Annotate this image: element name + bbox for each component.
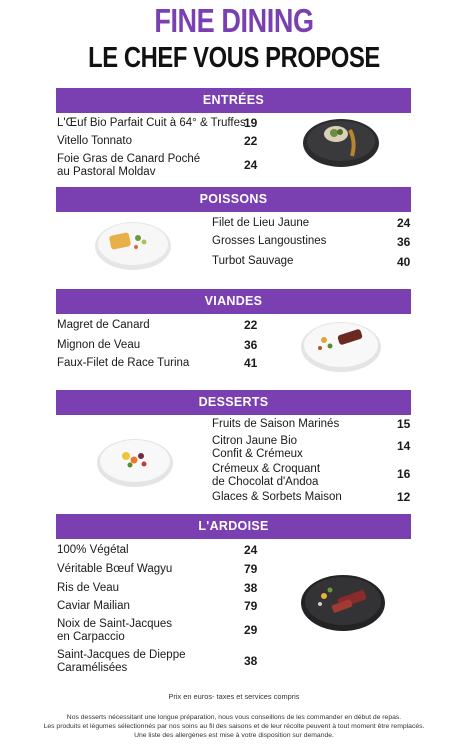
menu-item-price: 24 — [397, 216, 411, 230]
menu-item-name: Fruits de Saison Marinés — [212, 418, 340, 430]
menu-item-price: 79 — [244, 562, 258, 576]
menu-item-price: 29 — [244, 623, 258, 637]
plate-image-poissons — [92, 216, 174, 272]
page-subtitle: LE CHEF VOUS PROPOSE — [88, 42, 380, 74]
menu-item-price: 22 — [244, 318, 258, 332]
menu-item-price: 14 — [397, 439, 411, 453]
menu-item-name: Faux-Filet de Race Turina — [57, 357, 190, 369]
menu-item-price: 15 — [397, 417, 411, 431]
plate-image-desserts — [94, 432, 176, 490]
menu-item-name: Véritable Bœuf Wagyu — [57, 563, 173, 575]
menu-item-price: 19 — [244, 116, 258, 130]
menu-item-name: Mignon de Veau — [57, 339, 141, 351]
menu-item-price: 41 — [244, 356, 258, 370]
menu-item-name: L'Œuf Bio Parfait Cuit à 64° & Truffes — [57, 117, 246, 129]
section-banner-poissons: POISSONS — [56, 187, 411, 212]
menu-item-name: 100% Végétal — [57, 544, 129, 556]
footer-note-3: Une liste des allergènes est mise à votre disposition sur demande. — [134, 732, 334, 739]
menu-item-name: Noix de Saint-Jacques en Carpaccio — [57, 618, 173, 643]
menu-item-price: 36 — [397, 235, 411, 249]
footer-note-2: Les produits et légumes sélectionnés par nos soins au fil des saisons et de leur récolte peuvent à tout moment être remplacés. — [43, 723, 425, 730]
section-banner-ardoise: L'ARDOISE — [56, 514, 411, 539]
menu-item-name: Caviar Mailian — [57, 600, 130, 612]
menu-item-price: 38 — [244, 581, 258, 595]
menu-item-name: Grosses Langoustines — [212, 235, 327, 247]
menu-item-name: Crémeux & Croquant de Chocolat d'Andoa — [212, 463, 321, 488]
menu-item-name: Magret de Canard — [57, 319, 150, 331]
section-banner-viandes: VIANDES — [56, 289, 411, 314]
page-title: FINE DINING — [154, 2, 314, 39]
menu-item-price: 12 — [397, 490, 411, 504]
menu-item-price: 24 — [244, 543, 258, 557]
menu-item-price: 36 — [244, 338, 258, 352]
plate-image-entrees — [300, 112, 382, 170]
menu-item-name: Foie Gras de Canard Poché au Pastoral Moldav — [57, 153, 201, 178]
menu-item-price: 38 — [244, 654, 258, 668]
section-banner-entrees: ENTRÉES — [56, 88, 411, 113]
menu-item-price: 24 — [244, 158, 258, 172]
section-banner-desserts: DESSERTS — [56, 390, 411, 415]
menu-item-name: Turbot Sauvage — [212, 255, 294, 267]
menu-item-name: Saint-Jacques de Dieppe Caramélisées — [57, 649, 186, 674]
menu-item-price: 22 — [244, 134, 258, 148]
menu-item-price: 16 — [397, 467, 411, 481]
menu-item-name: Glaces & Sorbets Maison — [212, 491, 342, 503]
menu-item-price: 40 — [397, 255, 411, 269]
plate-image-viandes — [298, 316, 384, 374]
footer-note-1: Nos desserts nécessitant une longue préparation, nous vous conseillons de les commander en début de repas. — [66, 714, 402, 721]
plate-image-ardoise — [298, 568, 388, 634]
menu-item-price: 79 — [244, 599, 258, 613]
menu-item-name: Vitello Tonnato — [57, 135, 133, 147]
prices-note: Prix en euros- taxes et services compris — [168, 692, 300, 701]
menu-item-name: Filet de Lieu Jaune — [212, 217, 310, 229]
menu-item-name: Ris de Veau — [57, 582, 120, 594]
menu-item-name: Citron Jaune Bio Confit & Crémeux — [212, 435, 303, 460]
